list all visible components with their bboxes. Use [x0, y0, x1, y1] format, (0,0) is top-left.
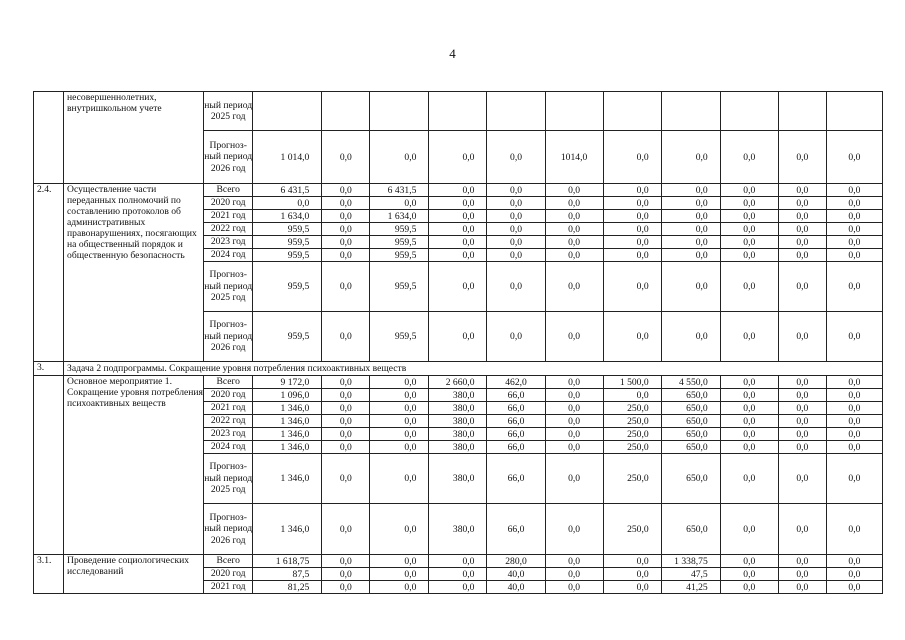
value-cell: 1014,0 [545, 131, 603, 184]
value-cell: 0,0 [545, 402, 603, 415]
period-cell: 2023 год [204, 428, 253, 441]
value-cell: 0,0 [322, 184, 370, 197]
value-cell: 0,0 [429, 223, 487, 236]
period-cell: Всего [204, 184, 253, 197]
value-cell: 0,0 [429, 197, 487, 210]
value-cell: 66,0 [487, 428, 545, 441]
measure-name: несовершеннолетних, внутришкольном учете [64, 92, 204, 184]
value-cell: 0,0 [603, 262, 661, 312]
value-cell: 0,0 [545, 441, 603, 454]
period-cell: Прогноз-ный период 2025 год [204, 454, 253, 504]
period-cell: Всего [204, 555, 253, 568]
value-cell: 0,0 [370, 428, 429, 441]
value-cell: 959,5 [253, 262, 322, 312]
value-cell: 0,0 [720, 504, 778, 555]
value-cell: 250,0 [603, 454, 661, 504]
value-cell: 250,0 [603, 504, 661, 555]
value-cell [661, 92, 720, 131]
row-number: 3.1. [34, 555, 64, 594]
period-cell: 2024 год [204, 249, 253, 262]
value-cell: 0,0 [545, 262, 603, 312]
value-cell: 0,0 [322, 223, 370, 236]
value-cell: 462,0 [487, 376, 545, 389]
value-cell: 0,0 [661, 223, 720, 236]
value-cell: 0,0 [545, 389, 603, 402]
value-cell: 40,0 [487, 581, 545, 594]
value-cell: 959,5 [253, 236, 322, 249]
value-cell: 0,0 [545, 428, 603, 441]
value-cell: 959,5 [253, 312, 322, 362]
period-cell: 2022 год [204, 223, 253, 236]
value-cell: 0,0 [545, 197, 603, 210]
value-cell: 6 431,5 [253, 184, 322, 197]
value-cell: 959,5 [370, 223, 429, 236]
value-cell: 0,0 [720, 441, 778, 454]
value-cell: 0,0 [603, 389, 661, 402]
value-cell: 66,0 [487, 415, 545, 428]
value-cell: 250,0 [603, 402, 661, 415]
value-cell: 0,0 [720, 262, 778, 312]
value-cell: 81,25 [253, 581, 322, 594]
value-cell: 0,0 [661, 184, 720, 197]
value-cell: 0,0 [370, 402, 429, 415]
value-cell: 0,0 [603, 131, 661, 184]
row-number: 3. [34, 362, 64, 376]
value-cell: 0,0 [661, 197, 720, 210]
value-cell: 0,0 [661, 210, 720, 223]
value-cell: 380,0 [429, 428, 487, 441]
value-cell: 0,0 [826, 262, 882, 312]
value-cell: 0,0 [322, 555, 370, 568]
value-cell [603, 92, 661, 131]
value-cell [778, 92, 826, 131]
value-cell: 1 346,0 [253, 428, 322, 441]
value-cell: 0,0 [429, 184, 487, 197]
table-row [34, 555, 883, 568]
value-cell: 0,0 [322, 568, 370, 581]
value-cell: 0,0 [778, 236, 826, 249]
table-row [34, 376, 883, 389]
value-cell: 0,0 [720, 415, 778, 428]
value-cell: 0,0 [603, 312, 661, 362]
value-cell: 0,0 [778, 197, 826, 210]
value-cell: 0,0 [720, 454, 778, 504]
value-cell: 380,0 [429, 389, 487, 402]
value-cell: 0,0 [322, 376, 370, 389]
value-cell: 0,0 [603, 184, 661, 197]
value-cell: 0,0 [661, 262, 720, 312]
period-cell: 2021 год [204, 402, 253, 415]
value-cell: 0,0 [826, 504, 882, 555]
value-cell: 0,0 [661, 236, 720, 249]
value-cell: 0,0 [487, 236, 545, 249]
value-cell: 0,0 [322, 262, 370, 312]
value-cell: 250,0 [603, 415, 661, 428]
value-cell: 2 660,0 [429, 376, 487, 389]
value-cell [545, 92, 603, 131]
value-cell: 0,0 [603, 197, 661, 210]
value-cell: 0,0 [545, 236, 603, 249]
value-cell: 380,0 [429, 415, 487, 428]
value-cell: 0,0 [720, 223, 778, 236]
value-cell: 0,0 [603, 555, 661, 568]
period-cell: Прогноз-ный период 2026 год [204, 504, 253, 555]
budget-table [33, 91, 883, 594]
period-cell: Прогноз-ный период 2026 год [204, 312, 253, 362]
value-cell: 0,0 [370, 376, 429, 389]
value-cell: 0,0 [778, 223, 826, 236]
value-cell: 1 346,0 [253, 441, 322, 454]
task-title: Задача 2 подпрограммы. Сокращение уровня потребления психоактивных веществ [64, 362, 883, 376]
period-cell: 2020 год [204, 197, 253, 210]
value-cell: 959,5 [370, 262, 429, 312]
value-cell: 0,0 [826, 131, 882, 184]
value-cell: 0,0 [720, 581, 778, 594]
value-cell: 0,0 [826, 376, 882, 389]
value-cell: 0,0 [826, 210, 882, 223]
value-cell: 0,0 [322, 131, 370, 184]
row-number [34, 376, 64, 555]
value-cell: 0,0 [720, 236, 778, 249]
value-cell: 0,0 [370, 415, 429, 428]
value-cell: 0,0 [429, 581, 487, 594]
value-cell: 959,5 [253, 249, 322, 262]
value-cell: 0,0 [720, 428, 778, 441]
value-cell: 0,0 [826, 223, 882, 236]
value-cell: 0,0 [322, 236, 370, 249]
period-cell: ный период 2025 год [204, 92, 253, 131]
period-cell: Прогноз-ный период 2026 год [204, 131, 253, 184]
value-cell: 0,0 [429, 249, 487, 262]
period-cell: 2021 год [204, 210, 253, 223]
value-cell: 0,0 [778, 504, 826, 555]
value-cell: 0,0 [487, 223, 545, 236]
value-cell: 0,0 [545, 568, 603, 581]
value-cell: 0,0 [826, 389, 882, 402]
value-cell: 0,0 [545, 210, 603, 223]
value-cell: 1 346,0 [253, 504, 322, 555]
value-cell: 0,0 [826, 236, 882, 249]
value-cell: 0,0 [370, 131, 429, 184]
value-cell: 0,0 [720, 197, 778, 210]
value-cell: 650,0 [661, 415, 720, 428]
value-cell: 0,0 [603, 581, 661, 594]
value-cell: 0,0 [429, 210, 487, 223]
value-cell: 0,0 [429, 262, 487, 312]
value-cell: 0,0 [429, 131, 487, 184]
period-cell: 2022 год [204, 415, 253, 428]
value-cell: 0,0 [826, 555, 882, 568]
value-cell: 0,0 [429, 568, 487, 581]
value-cell: 0,0 [720, 210, 778, 223]
period-cell: 2024 год [204, 441, 253, 454]
value-cell: 0,0 [322, 249, 370, 262]
value-cell: 0,0 [720, 312, 778, 362]
value-cell: 0,0 [545, 249, 603, 262]
measure-name: Основное мероприятие 1. Сокращение уровня потребления психоактивных веществ [64, 376, 204, 555]
value-cell: 380,0 [429, 441, 487, 454]
period-cell: Прогноз-ный период 2025 год [204, 262, 253, 312]
value-cell [720, 92, 778, 131]
value-cell: 0,0 [603, 223, 661, 236]
value-cell: 1 346,0 [253, 402, 322, 415]
page-number: 4 [449, 46, 456, 61]
value-cell: 0,0 [545, 555, 603, 568]
value-cell: 0,0 [487, 197, 545, 210]
value-cell: 0,0 [322, 197, 370, 210]
value-cell: 959,5 [370, 249, 429, 262]
value-cell: 0,0 [370, 197, 429, 210]
value-cell: 0,0 [603, 236, 661, 249]
value-cell: 0,0 [661, 249, 720, 262]
value-cell: 87,5 [253, 568, 322, 581]
value-cell: 1 014,0 [253, 131, 322, 184]
value-cell: 280,0 [487, 555, 545, 568]
value-cell: 0,0 [487, 131, 545, 184]
value-cell: 0,0 [778, 312, 826, 362]
value-cell: 650,0 [661, 389, 720, 402]
value-cell: 0,0 [322, 210, 370, 223]
table-row [34, 92, 883, 131]
value-cell: 0,0 [826, 312, 882, 362]
value-cell: 1 096,0 [253, 389, 322, 402]
value-cell: 0,0 [720, 249, 778, 262]
row-number: 2.4. [34, 184, 64, 362]
value-cell: 0,0 [778, 441, 826, 454]
value-cell: 0,0 [778, 131, 826, 184]
value-cell: 0,0 [778, 428, 826, 441]
value-cell: 0,0 [661, 131, 720, 184]
value-cell: 650,0 [661, 454, 720, 504]
value-cell [487, 92, 545, 131]
value-cell: 0,0 [487, 312, 545, 362]
value-cell: 0,0 [370, 504, 429, 555]
measure-name: Осуществление части переданных полномочий по составлению протоколов об административных правонарушениях, посягающих на общественный порядок и общественную безопасность [64, 184, 204, 362]
value-cell: 0,0 [545, 223, 603, 236]
value-cell: 0,0 [322, 415, 370, 428]
period-cell: 2023 год [204, 236, 253, 249]
value-cell: 380,0 [429, 402, 487, 415]
value-cell: 0,0 [545, 415, 603, 428]
value-cell: 959,5 [370, 236, 429, 249]
value-cell: 1 634,0 [370, 210, 429, 223]
value-cell: 0,0 [826, 568, 882, 581]
value-cell: 9 172,0 [253, 376, 322, 389]
value-cell: 0,0 [545, 581, 603, 594]
value-cell: 0,0 [778, 376, 826, 389]
value-cell [429, 92, 487, 131]
value-cell: 0,0 [778, 184, 826, 197]
value-cell: 0,0 [826, 402, 882, 415]
value-cell: 1 338,75 [661, 555, 720, 568]
value-cell: 0,0 [545, 184, 603, 197]
value-cell: 1 500,0 [603, 376, 661, 389]
value-cell: 0,0 [429, 555, 487, 568]
value-cell: 0,0 [487, 184, 545, 197]
value-cell: 250,0 [603, 428, 661, 441]
value-cell: 250,0 [603, 441, 661, 454]
value-cell: 0,0 [826, 197, 882, 210]
value-cell: 0,0 [322, 428, 370, 441]
value-cell: 0,0 [826, 249, 882, 262]
value-cell: 380,0 [429, 504, 487, 555]
value-cell: 66,0 [487, 389, 545, 402]
value-cell: 0,0 [545, 454, 603, 504]
value-cell [253, 92, 322, 131]
value-cell: 0,0 [778, 262, 826, 312]
value-cell: 0,0 [720, 131, 778, 184]
value-cell [370, 92, 429, 131]
value-cell: 0,0 [778, 210, 826, 223]
value-cell: 0,0 [370, 581, 429, 594]
value-cell: 0,0 [322, 389, 370, 402]
value-cell: 0,0 [603, 568, 661, 581]
value-cell: 66,0 [487, 454, 545, 504]
value-cell: 0,0 [370, 389, 429, 402]
value-cell: 6 431,5 [370, 184, 429, 197]
value-cell: 0,0 [826, 581, 882, 594]
value-cell: 959,5 [370, 312, 429, 362]
value-cell: 1 346,0 [253, 454, 322, 504]
value-cell: 0,0 [778, 568, 826, 581]
period-cell: Всего [204, 376, 253, 389]
value-cell: 0,0 [720, 568, 778, 581]
value-cell: 0,0 [370, 441, 429, 454]
value-cell: 40,0 [487, 568, 545, 581]
value-cell: 0,0 [778, 415, 826, 428]
value-cell: 0,0 [603, 249, 661, 262]
value-cell: 0,0 [720, 389, 778, 402]
row-number [34, 92, 64, 184]
value-cell: 0,0 [826, 441, 882, 454]
value-cell: 0,0 [720, 555, 778, 568]
table-row [34, 184, 883, 197]
value-cell: 0,0 [370, 454, 429, 504]
period-cell: 2021 год [204, 581, 253, 594]
value-cell: 66,0 [487, 402, 545, 415]
period-cell: 2020 год [204, 389, 253, 402]
value-cell: 0,0 [720, 184, 778, 197]
measure-name: Проведение социологических исследований [64, 555, 204, 594]
value-cell: 0,0 [322, 441, 370, 454]
value-cell: 1 346,0 [253, 415, 322, 428]
value-cell: 0,0 [322, 454, 370, 504]
task-row [34, 362, 883, 376]
value-cell: 0,0 [322, 581, 370, 594]
value-cell: 380,0 [429, 454, 487, 504]
value-cell: 650,0 [661, 428, 720, 441]
value-cell: 0,0 [487, 210, 545, 223]
value-cell [322, 92, 370, 131]
value-cell: 0,0 [720, 402, 778, 415]
value-cell: 0,0 [603, 210, 661, 223]
value-cell: 66,0 [487, 504, 545, 555]
value-cell: 0,0 [778, 402, 826, 415]
value-cell: 959,5 [253, 223, 322, 236]
value-cell [826, 92, 882, 131]
value-cell: 0,0 [826, 184, 882, 197]
value-cell: 0,0 [778, 454, 826, 504]
value-cell: 0,0 [429, 236, 487, 249]
value-cell: 41,25 [661, 581, 720, 594]
value-cell: 0,0 [429, 312, 487, 362]
value-cell: 66,0 [487, 441, 545, 454]
value-cell: 0,0 [322, 504, 370, 555]
value-cell: 0,0 [322, 312, 370, 362]
value-cell: 0,0 [487, 249, 545, 262]
value-cell: 650,0 [661, 402, 720, 415]
value-cell: 0,0 [826, 428, 882, 441]
value-cell: 0,0 [661, 312, 720, 362]
value-cell: 0,0 [778, 555, 826, 568]
value-cell: 1 618,75 [253, 555, 322, 568]
value-cell: 0,0 [487, 262, 545, 312]
value-cell: 0,0 [720, 376, 778, 389]
value-cell: 0,0 [778, 581, 826, 594]
value-cell: 650,0 [661, 441, 720, 454]
period-cell: 2020 год [204, 568, 253, 581]
value-cell: 0,0 [370, 555, 429, 568]
value-cell: 0,0 [545, 504, 603, 555]
value-cell: 4 550,0 [661, 376, 720, 389]
value-cell: 650,0 [661, 504, 720, 555]
value-cell: 0,0 [826, 454, 882, 504]
value-cell: 1 634,0 [253, 210, 322, 223]
value-cell: 0,0 [826, 415, 882, 428]
value-cell: 0,0 [778, 389, 826, 402]
value-cell: 0,0 [778, 249, 826, 262]
value-cell: 0,0 [322, 402, 370, 415]
value-cell: 0,0 [545, 376, 603, 389]
value-cell: 0,0 [370, 568, 429, 581]
value-cell: 47,5 [661, 568, 720, 581]
value-cell: 0,0 [545, 312, 603, 362]
value-cell: 0,0 [253, 197, 322, 210]
